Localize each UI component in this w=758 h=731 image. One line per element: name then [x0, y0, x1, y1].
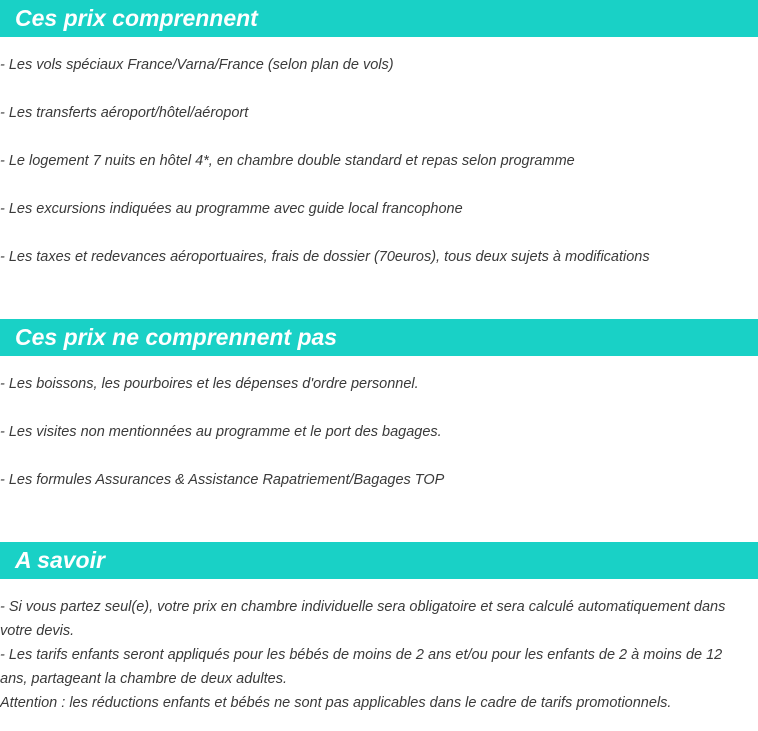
included-item: - Les taxes et redevances aéroportuaires, frais de dossier (70euros), tous deux sujets à modifications: [0, 249, 650, 265]
section-title-good-to-know: A savoir: [15, 547, 105, 573]
not-included-item: - Les boissons, les pourboires et les dépenses d'ordre personnel.: [0, 376, 419, 392]
included-item: - Le logement 7 nuits en hôtel 4*, en chambre double standard et repas selon programme: [0, 153, 575, 169]
section-header-included: [0, 0, 758, 37]
good-to-know-item: - Si vous partez seul(e), votre prix en chambre individuelle sera obligatoire et sera calculé automatiquement dans votre devis.: [0, 599, 726, 639]
good-to-know-item: Attention : les réductions enfants et bébés ne sont pas applicables dans le cadre de tarifs promotionnels.: [0, 695, 672, 711]
included-item: - Les vols spéciaux France/Varna/France (selon plan de vols): [0, 57, 394, 73]
section-title-not-included: Ces prix ne comprennent pas: [15, 324, 338, 350]
good-to-know-text: [0, 595, 752, 715]
section-header-not-included: [0, 319, 758, 356]
not-included-item: - Les formules Assurances & Assistance Rapatriement/Bagages TOP: [0, 472, 445, 488]
good-to-know-item: - Les tarifs enfants seront appliqués pour les bébés de moins de 2 ans et/ou pour les enfants de 2 à moins de 12 ans, partageant la chambre de deux adultes.: [0, 647, 723, 687]
included-item: - Les transferts aéroport/hôtel/aéroport: [0, 105, 249, 121]
section-header-good-to-know: [0, 542, 758, 579]
not-included-item: - Les visites non mentionnées au programme et le port des bagages.: [0, 424, 442, 440]
section-title-included: Ces prix comprennent: [15, 5, 258, 31]
included-item: - Les excursions indiquées au programme avec guide local francophone: [0, 201, 463, 217]
